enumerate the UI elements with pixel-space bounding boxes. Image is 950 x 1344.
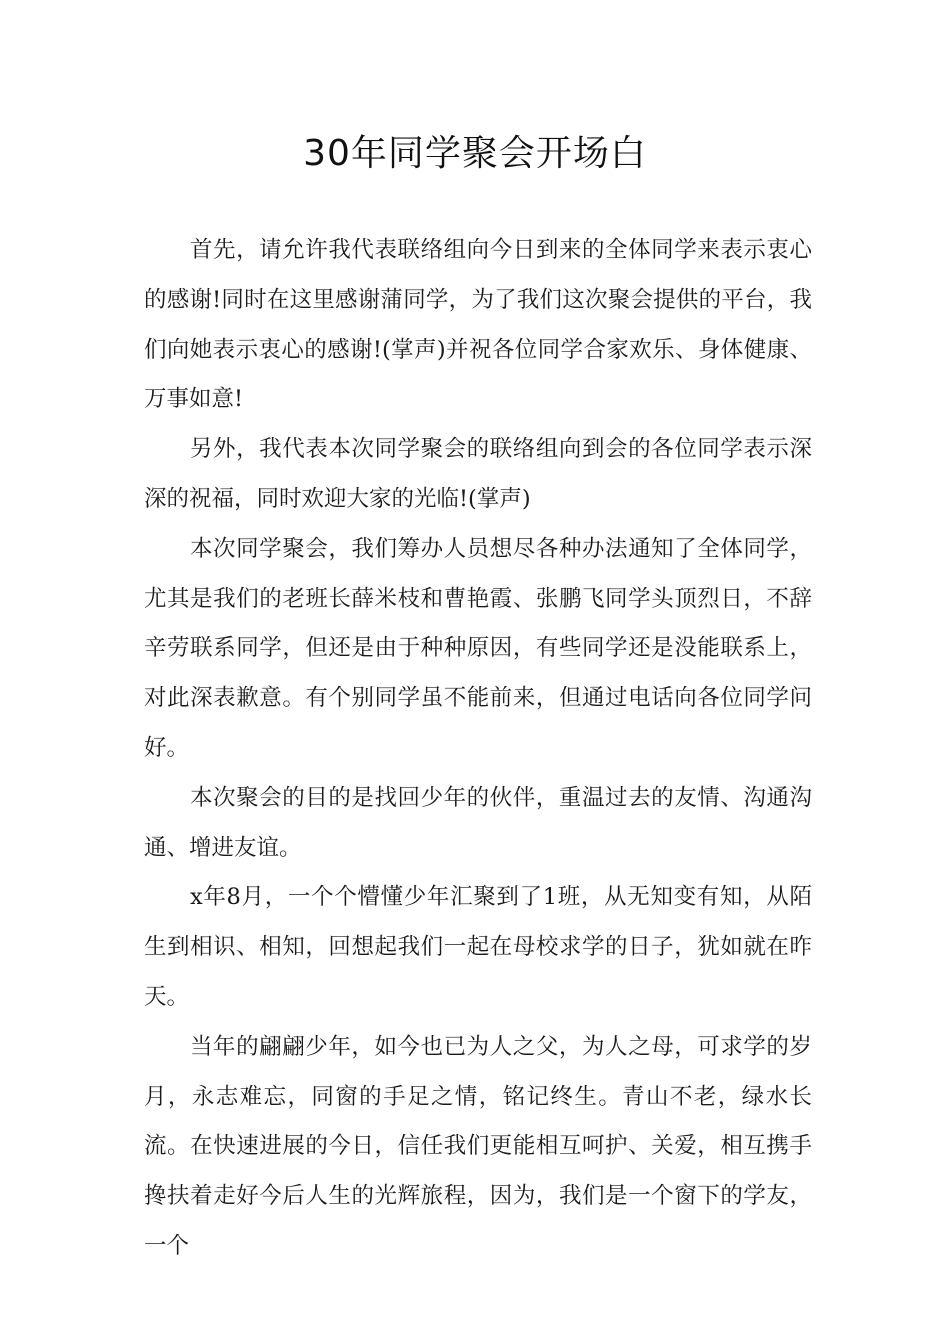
paragraph-1: 首先，请允许我代表联络组向今日到来的全体同学来表示衷心的感谢!同时在这里感谢蒲同学，为了我们这次聚会提供的平台，我们向她表示衷心的感谢!(掌声)并祝各位同学合家欢乐、身体健康、万事如意! xyxy=(144,237,812,413)
paragraph-4: 本次聚会的目的是找回少年的伙伴，重温过去的友情、沟通沟通、增进友谊。 xyxy=(144,784,812,861)
paragraph-2: 另外，我代表本次同学聚会的联络组向到会的各位同学表示深深的祝福，同时欢迎大家的光临!(掌声) xyxy=(144,436,812,512)
paragraph-6: 当年的翩翩少年，如今也已为人之父，为人之母，可求学的岁月，永志难忘，同窗的手足之情，铭记终生。青山不老，绿水长流。在快速进展的今日，信任我们更能相互呵护、关爱，相互携手搀扶着走好今后人生的光辉旅程，因为，我们是一个窗下的学友，一个 xyxy=(144,1033,812,1259)
document-body xyxy=(144,226,812,1272)
paragraph-3: 本次同学聚会，我们筹办人员想尽各种办法通知了全体同学，尤其是我们的老班长薛米枝和曹艳霞、张鹏飞同学头顶烈日，不辞辛劳联系同学，但还是由于种种原因，有些同学还是没能联系上，对此深表歉意。有个别同学虽不能前来，但通过电话向各位同学问好。 xyxy=(144,535,812,761)
paragraph-5: x年8月，一个个懵懂少年汇聚到了1班，从无知变有知，从陌生到相识、相知，回想起我们一起在母校求学的日子，犹如就在昨天。 xyxy=(144,884,812,1010)
document-title: 30年同学聚会开场白 xyxy=(303,133,647,174)
